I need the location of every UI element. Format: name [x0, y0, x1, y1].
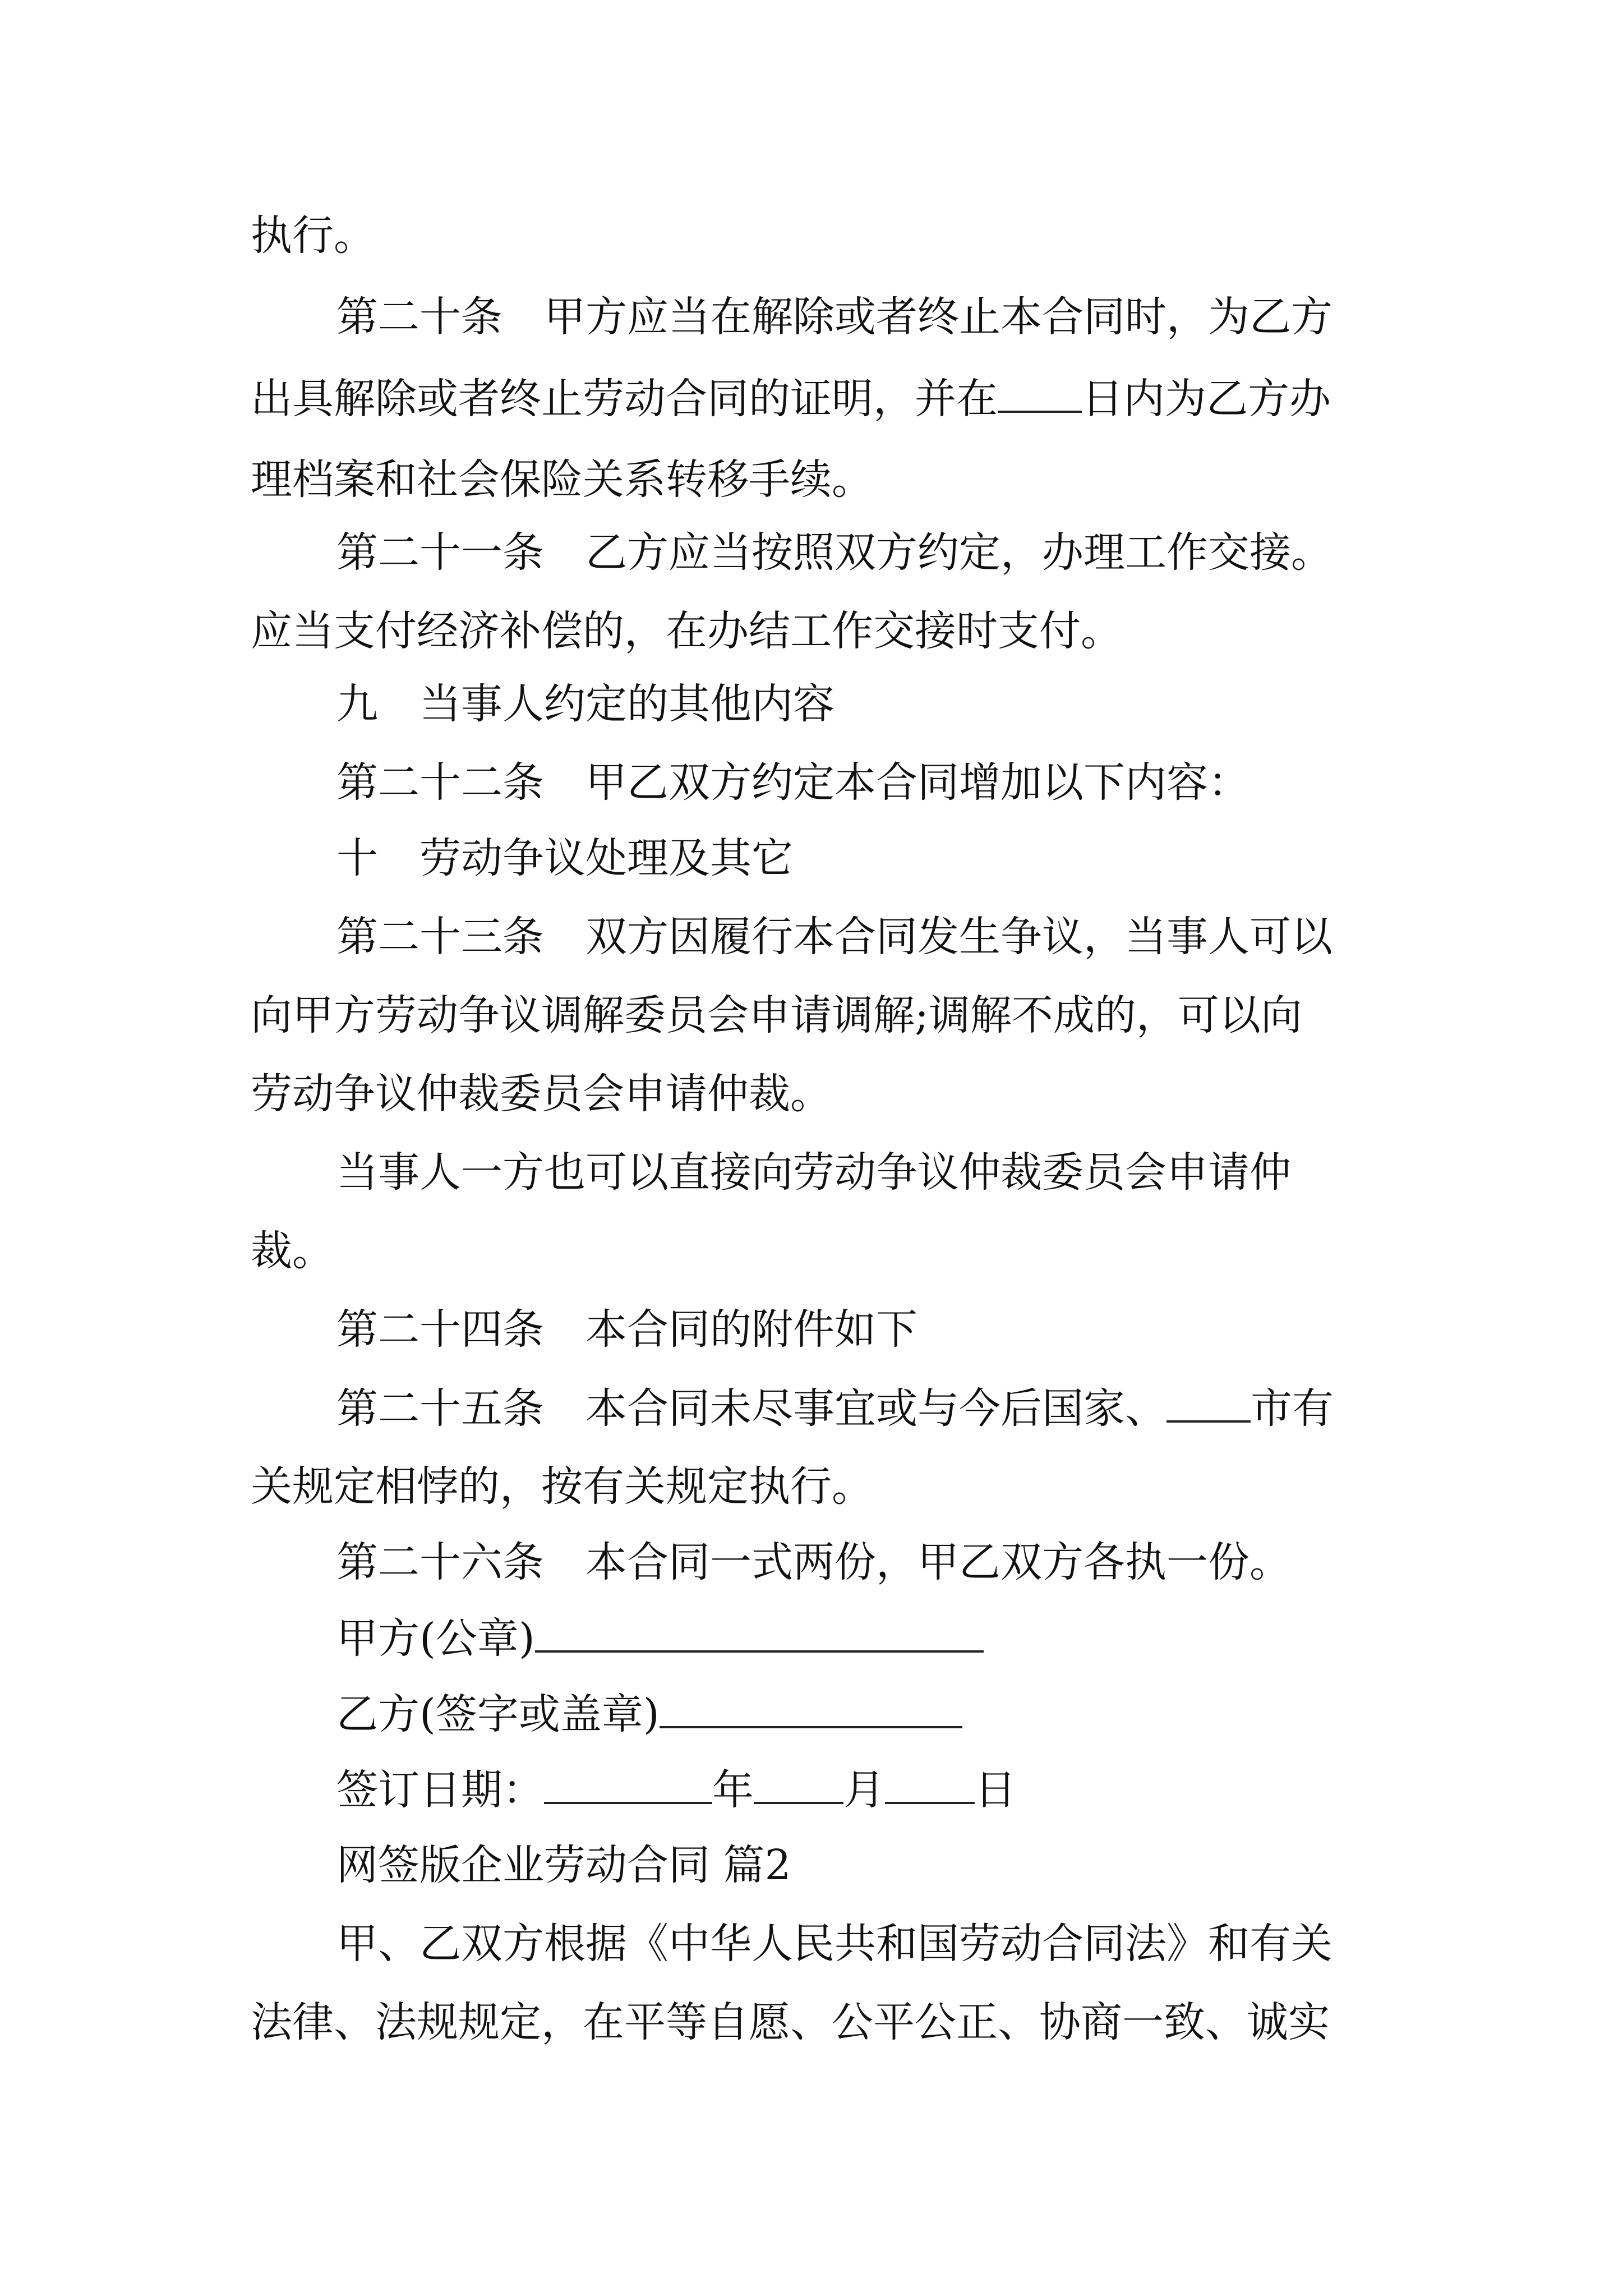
- article-25: [336, 1380, 1334, 1437]
- party-b-signature: [336, 1686, 962, 1742]
- signing-date: [336, 1761, 1016, 1818]
- article-21: [336, 524, 1332, 581]
- text-line: [251, 987, 1302, 1043]
- line-text: 乙方(签字或盖章): [336, 1690, 660, 1738]
- text-line: [251, 603, 1122, 659]
- line-text: 应当支付经济补偿的，在办结工作交接时支付。: [251, 607, 1122, 655]
- line-text: 十 劳动争议处理及其它: [336, 834, 793, 882]
- line-text: 第二十五条 本合同未尽事宜或与今后国家、: [336, 1384, 1166, 1433]
- line-text: 第二十二条 甲乙双方约定本合同增加以下内容：: [336, 758, 1249, 807]
- year-blank: [544, 1761, 712, 1804]
- line-text: 第二十一条 乙方应当按照双方约定，办理工作交接。: [336, 528, 1332, 577]
- text-line: [251, 1223, 334, 1279]
- line-text: 裁。: [251, 1227, 334, 1275]
- month-label: 月: [843, 1766, 885, 1814]
- text-line: [251, 208, 375, 264]
- party-a-signature: [336, 1610, 984, 1667]
- text-line: [251, 370, 1331, 427]
- line-text: 关规定相悖的，按有关规定执行。: [251, 1462, 873, 1511]
- section-heading-10: [336, 830, 793, 886]
- month-blank: [754, 1761, 843, 1804]
- article-26: [336, 1534, 1291, 1590]
- line-text: 劳动争议仲裁委员会申请仲裁。: [251, 1070, 832, 1118]
- line-text: 理档案和社会保险关系转移手续。: [251, 455, 873, 504]
- line-text: 日内为乙方办: [1082, 375, 1331, 423]
- text-line: [251, 1066, 832, 1122]
- line-text: 出具解除或者终止劳动合同的证明，并在: [251, 375, 998, 423]
- days-blank: [998, 370, 1082, 413]
- article-22: [336, 754, 1249, 811]
- line-text: 第二十六条 本合同一式两份，甲乙双方各执一份。: [336, 1538, 1291, 1586]
- article-20: [336, 289, 1332, 345]
- section-title: [336, 1837, 791, 1893]
- text-line: [336, 1144, 1291, 1200]
- party-b-signature-blank: [660, 1686, 962, 1728]
- text-line: [336, 1916, 1332, 1972]
- day-blank: [885, 1761, 975, 1804]
- text-line: [251, 452, 873, 508]
- text-line: [251, 1458, 873, 1515]
- line-text: 市有: [1251, 1384, 1334, 1433]
- line-text: 甲方(公章): [336, 1614, 535, 1663]
- section-heading-9: [336, 676, 834, 732]
- line-text: 甲、乙双方根据《中华人民共和国劳动合同法》和有关: [336, 1920, 1332, 1968]
- party-a-seal-blank: [535, 1610, 984, 1653]
- article-23: [336, 909, 1332, 965]
- line-text: 网签版企业劳动合同 篇2: [336, 1841, 791, 1889]
- city-blank: [1166, 1380, 1251, 1423]
- line-text: 第二十条 甲方应当在解除或者终止本合同时，为乙方: [336, 293, 1332, 341]
- line-text: 第二十四条 本合同的附件如下: [336, 1305, 917, 1354]
- line-text: 当事人一方也可以直接向劳动争议仲裁委员会申请仲: [336, 1148, 1291, 1197]
- line-text: 向甲方劳动争议调解委员会申请调解;调解不成的，可以向: [251, 991, 1302, 1039]
- day-label: 日: [975, 1766, 1016, 1814]
- line-text: 第二十三条 双方因履行本合同发生争议，当事人可以: [336, 913, 1332, 961]
- line-text: 九 当事人约定的其他内容: [336, 680, 834, 728]
- article-24: [336, 1301, 917, 1358]
- line-text: 法律、法规规定，在平等自愿、公平公正、协商一致、诚实: [251, 1998, 1330, 2046]
- year-label: 年: [712, 1766, 754, 1814]
- line-text: 签订日期：: [336, 1766, 544, 1814]
- text-line: [251, 1994, 1330, 2050]
- line-text: 执行。: [251, 211, 375, 260]
